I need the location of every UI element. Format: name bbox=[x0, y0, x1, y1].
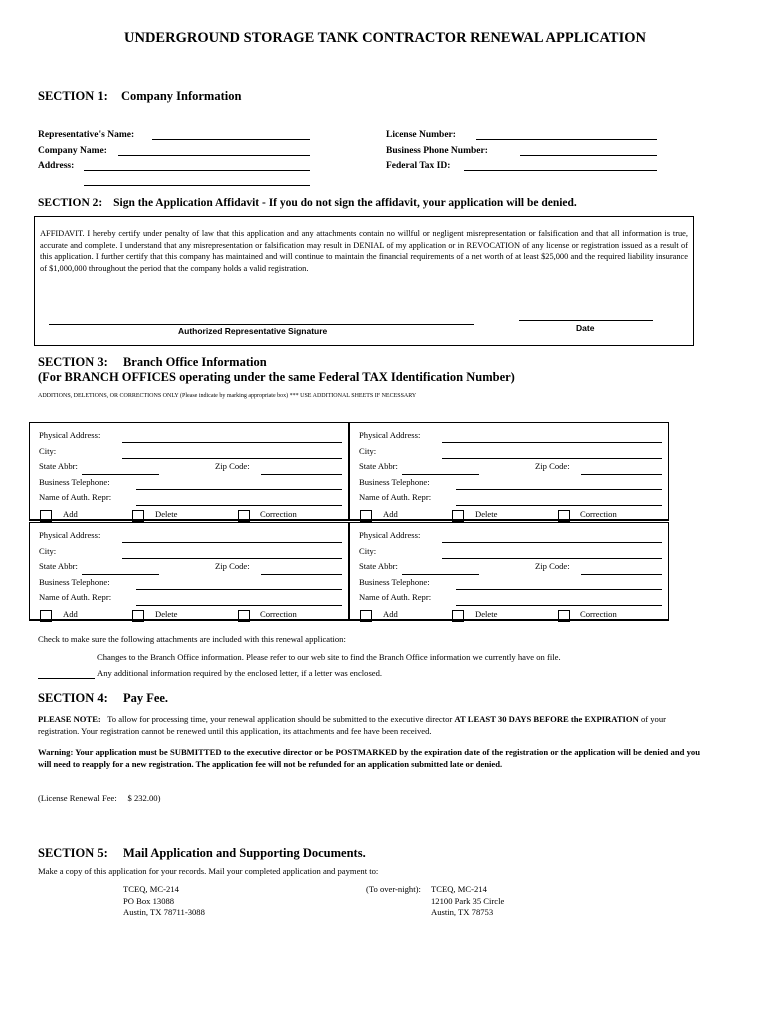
auth-repr-label: Name of Auth. Repr: bbox=[39, 592, 112, 602]
auth-repr-field[interactable] bbox=[456, 505, 662, 506]
please-note-text-a: To allow for processing time, your renewal application should be submitted to the executive director bbox=[107, 714, 453, 724]
state-label: State Abbr: bbox=[39, 461, 78, 471]
physical-address-label: Physical Address: bbox=[39, 430, 101, 440]
overnight-address-line-2: 12100 Park 35 Circle bbox=[431, 895, 505, 906]
business-telephone-field[interactable] bbox=[456, 589, 662, 590]
city-label: City: bbox=[359, 546, 377, 556]
correction-label: Correction bbox=[260, 609, 297, 619]
branch-office-box-2 bbox=[349, 422, 669, 521]
overnight-address-line-3: Austin, TX 78753 bbox=[431, 907, 494, 917]
date-field[interactable] bbox=[519, 320, 653, 321]
add-checkbox[interactable] bbox=[360, 610, 372, 622]
zip-label: Zip Code: bbox=[215, 461, 250, 471]
correction-checkbox[interactable] bbox=[238, 510, 250, 522]
physical-address-field[interactable] bbox=[122, 442, 342, 443]
physical-address-field[interactable] bbox=[442, 442, 662, 443]
zip-label: Zip Code: bbox=[535, 561, 570, 571]
overnight-address-line-1: TCEQ, MC-214 bbox=[431, 884, 487, 894]
section5-heading bbox=[38, 846, 366, 861]
correction-label: Correction bbox=[580, 509, 617, 519]
delete-label: Delete bbox=[475, 509, 498, 519]
branch-office-box-1 bbox=[29, 422, 349, 521]
correction-label: Correction bbox=[260, 509, 297, 519]
zip-label: Zip Code: bbox=[535, 461, 570, 471]
business-telephone-label: Business Telephone: bbox=[359, 477, 430, 487]
physical-address-label: Physical Address: bbox=[359, 530, 421, 540]
add-checkbox[interactable] bbox=[360, 510, 372, 522]
mailing-address-line-2: PO Box 13088 bbox=[123, 895, 175, 906]
physical-address-field[interactable] bbox=[442, 542, 662, 543]
business-telephone-label: Business Telephone: bbox=[39, 577, 110, 587]
zip-field[interactable] bbox=[261, 474, 342, 475]
federal-tax-label: Federal Tax ID: bbox=[386, 161, 451, 171]
company-name-label: Company Name: bbox=[38, 146, 107, 156]
delete-label: Delete bbox=[475, 609, 498, 619]
affidavit-box bbox=[34, 216, 694, 346]
signature-field[interactable] bbox=[49, 324, 474, 325]
add-checkbox[interactable] bbox=[40, 510, 52, 522]
business-telephone-field[interactable] bbox=[136, 589, 342, 590]
auth-repr-label: Name of Auth. Repr: bbox=[359, 492, 432, 502]
state-label: State Abbr: bbox=[359, 461, 398, 471]
section1-title: Company Information bbox=[120, 89, 242, 103]
section5-number: SECTION 5: bbox=[38, 846, 108, 860]
city-field[interactable] bbox=[442, 558, 662, 559]
correction-label: Correction bbox=[580, 609, 617, 619]
auth-repr-field[interactable] bbox=[136, 605, 342, 606]
delete-checkbox[interactable] bbox=[452, 510, 464, 522]
address-field-2[interactable] bbox=[84, 185, 310, 186]
state-field[interactable] bbox=[82, 574, 159, 575]
fee-line bbox=[38, 793, 160, 803]
auth-repr-label: Name of Auth. Repr: bbox=[39, 492, 112, 502]
overnight-label: (To over-night): bbox=[366, 884, 421, 894]
correction-checkbox[interactable] bbox=[238, 610, 250, 622]
zip-field[interactable] bbox=[261, 574, 342, 575]
state-label: State Abbr: bbox=[39, 561, 78, 571]
add-label: Add bbox=[383, 609, 398, 619]
delete-label: Delete bbox=[155, 609, 178, 619]
section2-heading bbox=[38, 197, 577, 209]
state-label: State Abbr: bbox=[359, 561, 398, 571]
warning-text: Warning: Your application must be SUBMITTED to the executive director or be POSTMARKED by the expiration date of the registration or the application will be denied and you will need to reapply for a new registration. The application fee will not be refunded for an application submitted late or denied. bbox=[38, 747, 700, 769]
city-field[interactable] bbox=[122, 458, 342, 459]
section1-heading bbox=[38, 89, 241, 104]
section3-number: SECTION 3: bbox=[38, 355, 108, 369]
please-note-text-b: AT LEAST 30 DAYS BEFORE the EXPIRATION bbox=[454, 714, 639, 724]
mailing-address bbox=[123, 884, 205, 919]
section5-intro: Make a copy of this application for your records. Mail your completed application and payment to: bbox=[38, 866, 379, 876]
business-telephone-label: Business Telephone: bbox=[39, 477, 110, 487]
attachments-intro: Check to make sure the following attachments are included with this renewal application: bbox=[38, 634, 346, 644]
delete-checkbox[interactable] bbox=[132, 510, 144, 522]
zip-field[interactable] bbox=[581, 474, 662, 475]
license-number-field[interactable] bbox=[476, 139, 657, 140]
section4-heading bbox=[38, 691, 168, 706]
license-number-label: License Number: bbox=[386, 130, 456, 140]
fee-value: $ 232.00) bbox=[127, 793, 161, 803]
business-telephone-field[interactable] bbox=[136, 489, 342, 490]
mailing-address-line-3: Austin, TX 78711-3088 bbox=[123, 907, 205, 917]
branch-office-box-4 bbox=[349, 522, 669, 621]
section5-title: Mail Application and Supporting Documents. bbox=[122, 846, 366, 860]
please-note-text-c: of your registration. Your registration cannot be renewed until this application, its attachments and fee have been received. bbox=[38, 714, 666, 736]
attachment-item-2-check[interactable] bbox=[38, 678, 95, 679]
add-label: Add bbox=[383, 509, 398, 519]
fee-label: (License Renewal Fee: bbox=[38, 793, 117, 803]
city-field[interactable] bbox=[122, 558, 342, 559]
business-telephone-label: Business Telephone: bbox=[359, 577, 430, 587]
add-label: Add bbox=[63, 609, 78, 619]
business-telephone-field[interactable] bbox=[456, 489, 662, 490]
section4-number: SECTION 4: bbox=[38, 691, 108, 705]
federal-tax-field[interactable] bbox=[464, 170, 657, 171]
company-name-field[interactable] bbox=[118, 155, 310, 156]
rep-name-label: Representative's Name: bbox=[38, 130, 135, 140]
attachment-item-1: Changes to the Branch Office information. Please refer to our web site to find the Branch Office information we currently have on file. bbox=[97, 652, 561, 662]
city-label: City: bbox=[39, 546, 57, 556]
overnight-address bbox=[431, 884, 504, 919]
rep-name-field[interactable] bbox=[152, 139, 310, 140]
state-field[interactable] bbox=[402, 474, 479, 475]
signature-label: Authorized Representative Signature bbox=[178, 326, 328, 336]
state-field[interactable] bbox=[82, 474, 159, 475]
add-label: Add bbox=[63, 509, 78, 519]
city-field[interactable] bbox=[442, 458, 662, 459]
section3-title: Branch Office Information bbox=[122, 355, 267, 369]
physical-address-label: Physical Address: bbox=[359, 430, 421, 440]
please-note-label: PLEASE NOTE: bbox=[38, 714, 101, 724]
mailing-address-line-1: TCEQ, MC-214 bbox=[123, 884, 179, 894]
delete-checkbox[interactable] bbox=[452, 610, 464, 622]
correction-checkbox[interactable] bbox=[558, 610, 570, 622]
attachment-item-2: Any additional information required by the enclosed letter, if a letter was enclosed. bbox=[97, 668, 383, 678]
zip-label: Zip Code: bbox=[215, 561, 250, 571]
physical-address-field[interactable] bbox=[122, 542, 342, 543]
city-label: City: bbox=[39, 446, 57, 456]
page-title: UNDERGROUND STORAGE TANK CONTRACTOR RENEWAL APPLICATION bbox=[124, 30, 646, 46]
auth-repr-label: Name of Auth. Repr: bbox=[359, 592, 432, 602]
section3-subheading: (For BRANCH OFFICES operating under the same Federal TAX Identification Number) bbox=[38, 370, 515, 384]
zip-field[interactable] bbox=[581, 574, 662, 575]
date-label: Date bbox=[576, 323, 595, 333]
business-phone-label: Business Phone Number: bbox=[386, 146, 488, 156]
affidavit-text: AFFIDAVIT. I hereby certify under penalty of law that this application and any attachments contain no willful or negligent misrepresentation or falsification and that all information is true, accurate and complete. I understand that any misrepresentation or falsification may result in DENIAL of my application or in REVOCATION of any license or registration issued as a result of this application. I further certify that this company has maintained and will continue to maintain the financial requirements of a net worth of at least $25,000 and the required liability insurance of $1,000,000 throughout the period that the company holds a valid registration. bbox=[40, 229, 688, 273]
auth-repr-field[interactable] bbox=[136, 505, 342, 506]
delete-checkbox[interactable] bbox=[132, 610, 144, 622]
add-checkbox[interactable] bbox=[40, 610, 52, 622]
correction-checkbox[interactable] bbox=[558, 510, 570, 522]
delete-label: Delete bbox=[155, 509, 178, 519]
please-note bbox=[38, 714, 700, 737]
section3-heading bbox=[38, 355, 267, 370]
branch-office-box-3 bbox=[29, 522, 349, 621]
physical-address-label: Physical Address: bbox=[39, 530, 101, 540]
auth-repr-field[interactable] bbox=[456, 605, 662, 606]
address-field-1[interactable] bbox=[84, 170, 310, 171]
address-label: Address: bbox=[38, 161, 75, 171]
section3-note: ADDITIONS, DELETIONS, OR CORRECTIONS ONLY (Please indicate by marking appropriate box) *** USE ADDITIONAL SHEETS IF NECESSARY bbox=[38, 393, 417, 399]
business-phone-field[interactable] bbox=[520, 155, 657, 156]
section2-number: SECTION 2: bbox=[38, 197, 103, 209]
section2-title: Sign the Application Affidavit - If you do not sign the affidavit, your application will be denied. bbox=[113, 197, 577, 209]
city-label: City: bbox=[359, 446, 377, 456]
section1-number: SECTION 1: bbox=[38, 89, 108, 103]
state-field[interactable] bbox=[402, 574, 479, 575]
section4-title: Pay Fee. bbox=[122, 691, 169, 705]
